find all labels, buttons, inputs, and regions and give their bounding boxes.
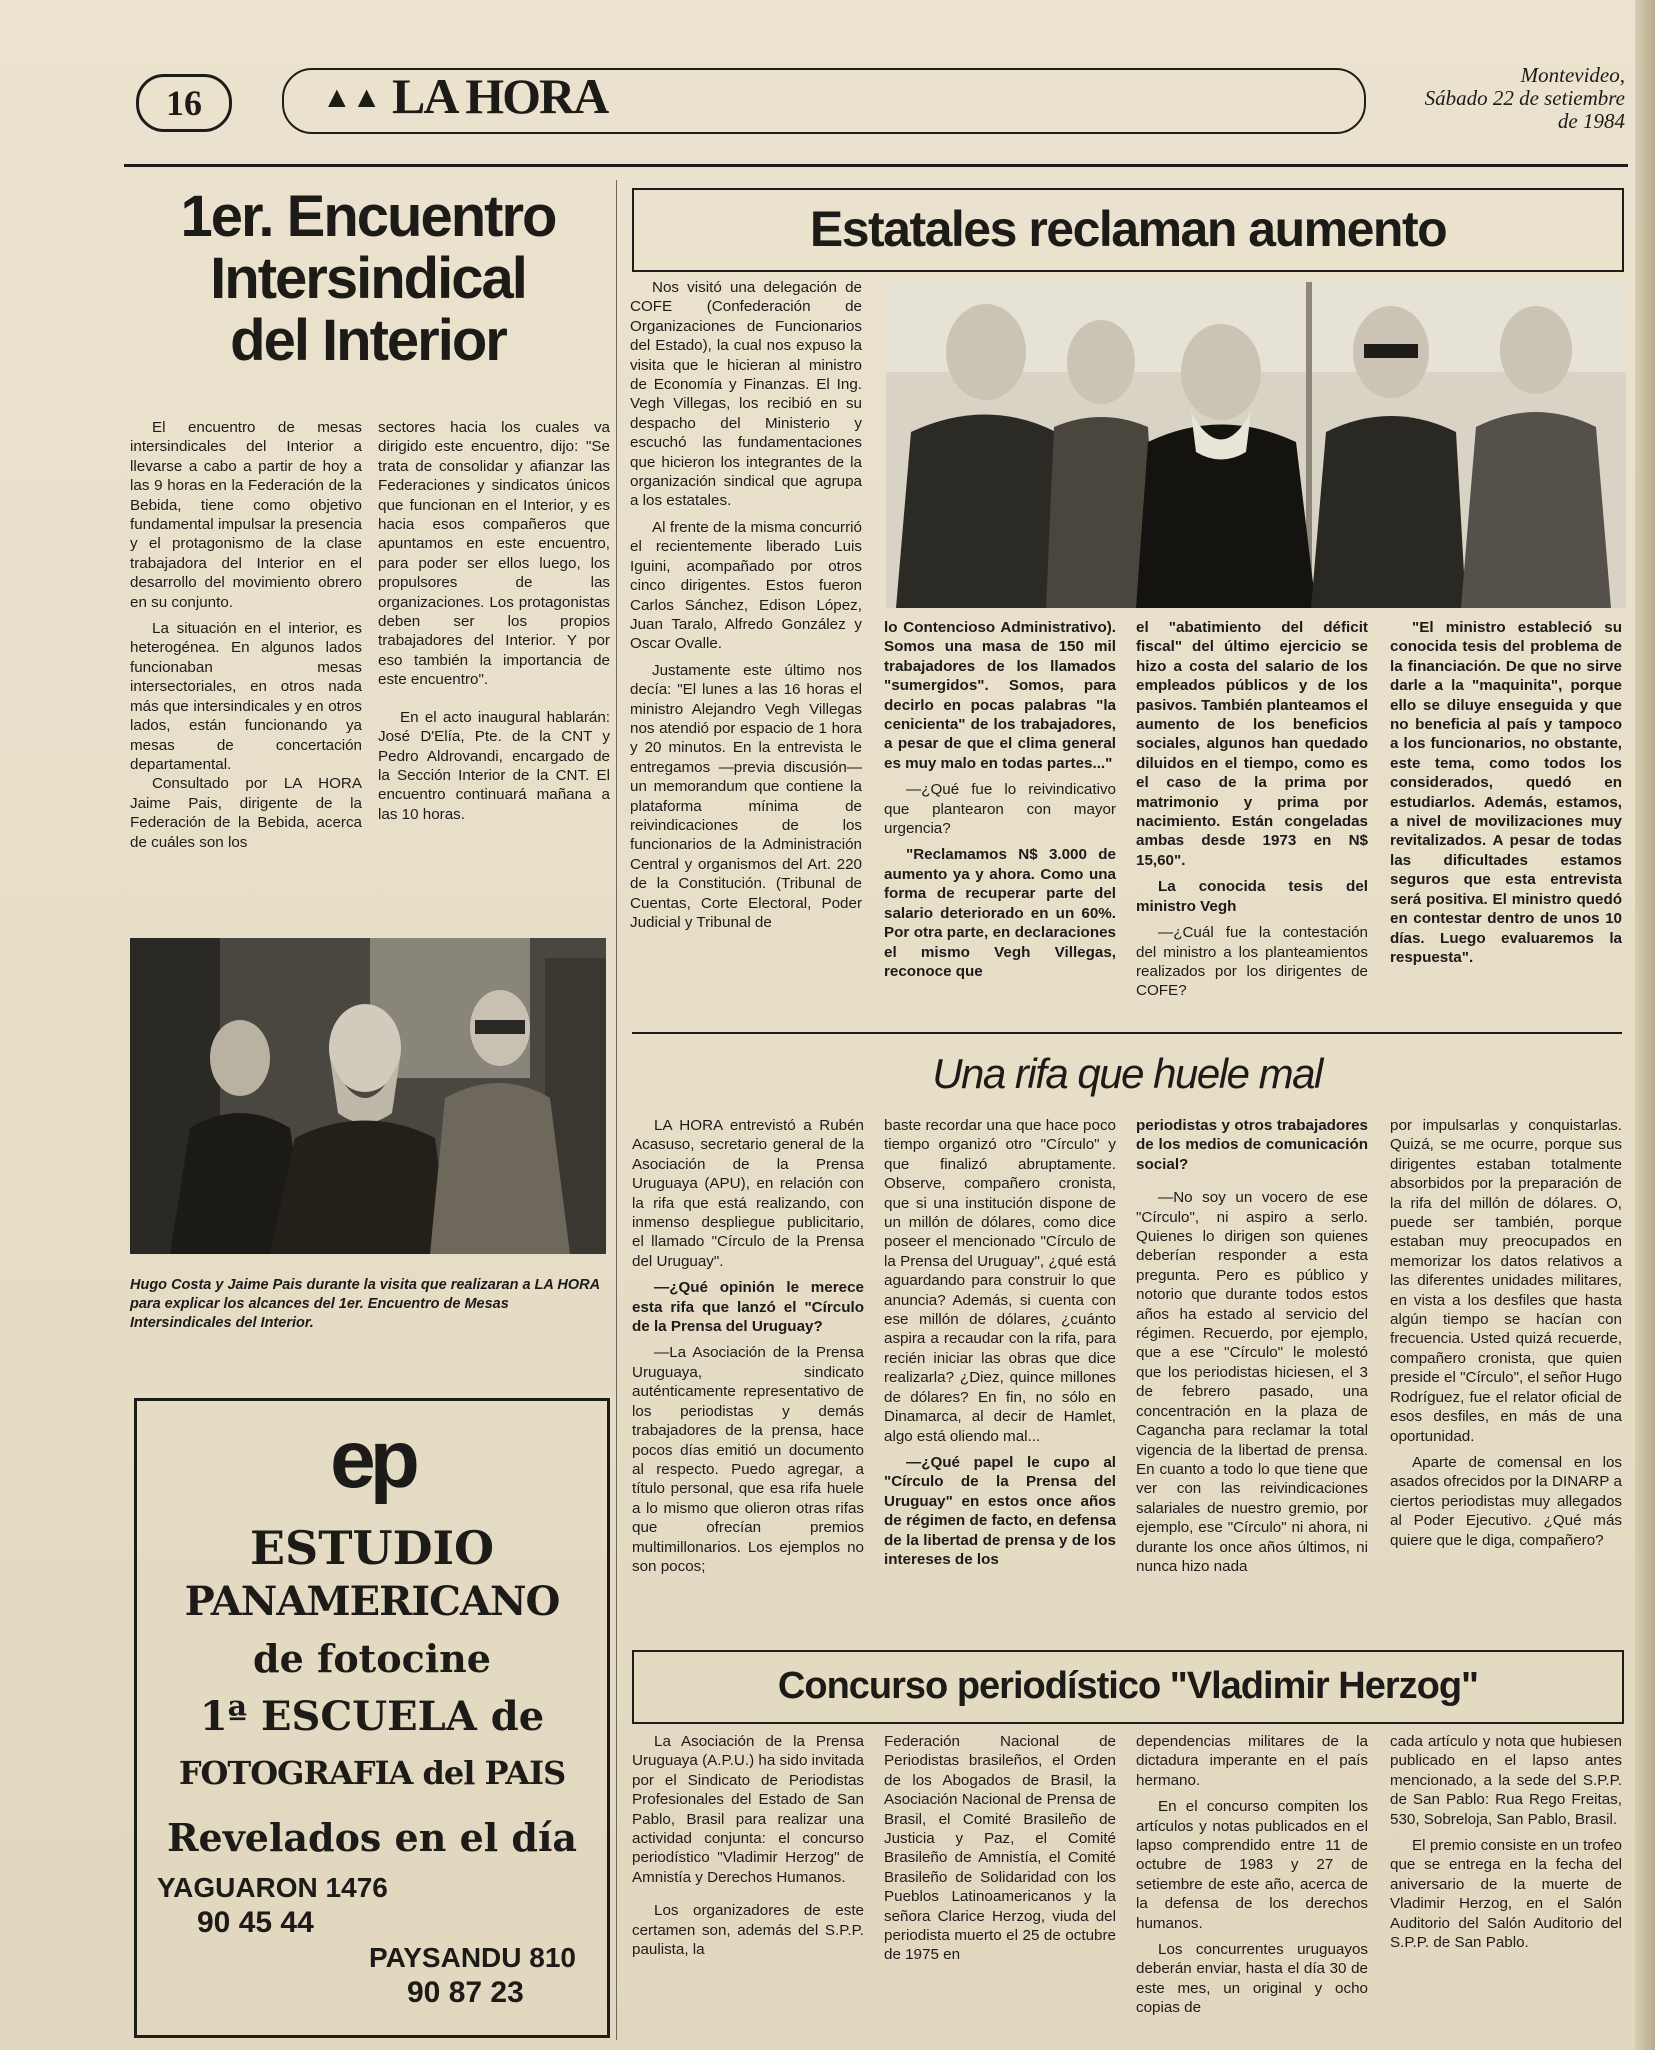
concurso-paragraph: La Asociación de la Prensa Uruguaya (A.P.U.) ha sido invitada por el Sindicato de Periodistas Profesionales del Estado de San Pablo, Brasil para realizar una actividad conjunta: el concurso periodístico "Vladimir Herzog" de Amnistía y Derechos Humanos. bbox=[632, 1733, 864, 1886]
estatales-col-1 bbox=[630, 278, 862, 939]
encuentro-photo bbox=[130, 938, 606, 1254]
rifa-headline: Una rifa que huele mal bbox=[932, 1050, 1322, 1097]
column-rule bbox=[616, 180, 617, 2040]
advert-line-1: ESTUDIO bbox=[249, 1521, 495, 1575]
rifa-paragraph: por impulsarlas y conquistarlas. Quizá, se me ocurre, porque sus dirigentes estaban totalmente absorbidos por la preparación de la rifa del millón de dólares. O, puede ser también, porque estaban muy preocupados en memorizar los datos relativos a las diferentes unidades militares, en vista a los desfiles que hasta algún tiempo se hacían con frecuencia. Usted quizá recuerde, compañero cronista, que quien preside el "Círculo", el señor Hugo Rodríguez, fue el relator oficial de esos desfiles, en más de una oportunidad. bbox=[1390, 1117, 1622, 1445]
concurso-col-1 bbox=[632, 1732, 864, 1966]
concurso-col-3 bbox=[1136, 1732, 1368, 2025]
estatales-paragraph: —¿Qué fue lo reivindicativo que plantearon con mayor urgencia? bbox=[884, 781, 1116, 838]
advert-logo-text: ep bbox=[330, 1414, 414, 1505]
estatales-paragraph: —¿Cuál fue la contestación del ministro a los planteamientos realizados por los dirigentes de COFE? bbox=[1136, 924, 1368, 1000]
estatales-col-4 bbox=[1390, 618, 1622, 974]
advert-line-3: de fotocine bbox=[253, 1636, 491, 1681]
encuentro-paragraph bbox=[378, 418, 610, 690]
estatales-paragraph: Justamente este último nos decía: "El lunes a las 16 horas el ministro Alejandro Vegh Villegas nos atendió por espacio de 1 hora y 20 minutos. En la entrevista le entregamos —previa discusión— un memorandum que contiene la plataforma mínima de reivindicaciones de los funcionarios de la Administración Central y organismos del Art. 220 de la Constitución. (Tribunal de Cuentas, Corte Electoral, Poder Judicial y Tribunal de bbox=[630, 661, 862, 931]
page-number-badge bbox=[136, 74, 232, 132]
date-line-2: de 1984 bbox=[1557, 109, 1625, 133]
rifa-paragraph: —No soy un vocero de ese "Círculo", ni aspiro a serlo. Quienes lo dirigen son quienes deberían responder a esta pregunta. Pero es público y notorio que durante todos estos años ha estado al servicio del régimen. Recuerdo, por ejemplo, que a ese "Círculo" le molestó que los periodistas hiciesen, el 3 de febrero pasado, una concentración en la plaza de Cagancha para reclamar la total vigencia de la libertad de prensa. En cuanto a todo lo que tiene que ver con las reivindicaciones salariales de nuestro gremio, por ejemplo, ese "Círculo" ni ahora, ni durante los once años últimos, ni nunca hizo nada bbox=[1136, 1189, 1368, 1575]
date-line-1: Sábado 22 de setiembre bbox=[1424, 86, 1625, 110]
estatales-headline-box bbox=[632, 188, 1624, 272]
encuentro-headline-1: 1er. Encuentro bbox=[180, 184, 556, 249]
encuentro-paragraph: En el acto inaugural hablarán: José D'Elía, Pte. de la CNT y Pedro Aldrovandi, encargado de la Sección Interior de la CNT. El encuentro continuará mañana a las 10 horas. bbox=[378, 708, 610, 823]
encuentro-paragraph: La situación en el interior, es heterogénea. En algunos lados funcionaban mesas intersectoriales, en otros nada más que intersindicales y en otros lados, están funcionando ya mesas de concertación departamental. bbox=[130, 620, 362, 773]
advert-line-5: FOTOGRAFIA del PAIS bbox=[178, 1754, 566, 1792]
encuentro-photo-image bbox=[130, 938, 606, 1254]
estatales-paragraph: Nos visitó una delegación de COFE (Confederación de Organizaciones de Funcionarios del Estado), la cual nos expuso la visita que le hicieran al ministro de Economía y Finanzas. El Ing. Vegh Villegas, los recibió en su despacho del Ministerio y escuchó las fundamentaciones que hicieron los integrantes de la organización sindical que agrupa a los estatales. bbox=[630, 279, 862, 510]
concurso-paragraph: cada artículo y nota que hubiesen publicado en el lapso antes mencionado, a la sede del S.P.P. de San Pablo: Rua Rego Freitas, 530, Sobreloja, San Pablo, Brasil. bbox=[1390, 1733, 1622, 1828]
date-city: Montevideo, bbox=[1520, 63, 1625, 87]
encuentro-photo-caption: Hugo Costa y Jaime Pais durante la visita que realizaran a LA HORA para explicar los alcances del 1er. Encuentro de Mesas Intersindicales del Interior. bbox=[130, 1277, 600, 1331]
concurso-paragraph: Federación Nacional de Periodistas brasileños, el Orden de los Abogados de Brasil, la Asociación Nacional de Prensa de Brasil, el Comité Brasileño de Justicia y Paz, el Comité Brasileño de Amnistía, el Comité Brasileño de Solidaridad con los Pueblos Latinoamericanos y la señora Clarice Herzog, viuda del periodista muerto el 25 de octubre de 1975 en bbox=[884, 1733, 1116, 1964]
rifa-question: —¿Qué opinión le merece esta rifa que lanzó el "Círculo de la Prensa del Uruguay? bbox=[632, 1279, 864, 1336]
concurso-headline: Concurso periodístico "Vladimir Herzog" bbox=[777, 1665, 1479, 1707]
advert-line-4: 1ª ESCUELA de bbox=[199, 1693, 545, 1740]
masthead-rule bbox=[124, 164, 1628, 167]
encuentro-quote: sectores hacia los cuales va dirigido este encuentro, dijo: "Se trata de consolidar y afianzar las Federaciones y sindicatos únicos que funcionan en el Interior, y es hacia esos compañeros que apuntamos en este encuentro, para poder ser ellos luego, los propulsores de las organizaciones. Los protagonistas deben ser los propios trabajadores del Interior. Y por eso también la importancia de este encuentro". bbox=[378, 419, 610, 689]
estatales-col-3 bbox=[1136, 618, 1368, 1008]
estatales-paragraph: "El ministro estableció su conocida tesis del problema de la financiación. De que no sirve darle a la "maquinita", porque ello se diluye enseguida y que no beneficia al país y tampoco a los funcionarios, no obstante, este tema, como todos los considerados, quedó en estudiarlos. Además, estamos, a nivel de movilizaciones muy revitalizados. A pesar de todas las dificultades estamos seguros que esta entrevista será positiva. El ministro quedó en contestar dentro de unos 10 días. Luego evaluaremos la respuesta". bbox=[1390, 619, 1622, 966]
concurso-headline-box bbox=[632, 1650, 1624, 1724]
advert-phone-1: 90 45 44 bbox=[197, 1906, 314, 1939]
estatales-paragraph: el "abatimiento del déficit fiscal" del último ejercicio se hizo a costa del salario de los empleados públicos y de los pasivos. También planteamos el aumento de los beneficios sociales, algunos han quedado diluidos en el tiempo, como es el caso de la prima por matrimonio y prima por nacimiento. Están congeladas ambas desde 1973 en N$ 15,60". bbox=[1136, 619, 1368, 869]
estatales-paragraph: lo Contencioso Administrativo). Somos una masa de 150 mil trabajadores de los llamados "sumergidos". Somos, para decirlo en pocas palabras "la cenicienta" de los trabajadores, a pesar de que el clima general es muy malo en todas partes..." bbox=[884, 619, 1116, 772]
encuentro-headline-3: del Interior bbox=[230, 308, 506, 373]
rifa-col-3 bbox=[1136, 1116, 1368, 1583]
estatales-col-2 bbox=[884, 618, 1116, 988]
concurso-paragraph: El premio consiste en un trofeo que se entrega en la fecha del aniversario de la muerte de Vladimir Herzog, en el Salón Auditorio del Salón Auditorio del S.P.P. de San Pablo. bbox=[1390, 1837, 1622, 1952]
encuentro-paragraph: El encuentro de mesas intersindicales del Interior a llevarse a cabo a partir de hoy a las 9 horas en la Federación de la Bebida, tiene como objetivo fundamental impulsar la presencia y el protagonismo de la clase trabajadora del Interior en el desarrollo del movimiento obrero en su conjunto. bbox=[130, 419, 362, 611]
encuentro-col-1 bbox=[130, 418, 362, 859]
concurso-col-4 bbox=[1390, 1732, 1622, 1959]
encuentro-headline-2: Intersindical bbox=[210, 246, 526, 311]
rifa-paragraph: baste recordar una que hace poco tiempo organizó otro "Círculo" y que finalizó abruptamente. Observe, compañero cronista, que si una institución dispone de un millón de dólares, como dice poseer el mencionado "Círculo de la Prensa del Uruguay", ¿qué está aguardando para construir lo que anuncia? Además, si cuenta con ese millón de dólares, ¿cuánto aspira a recaudar con la rifa, para recién iniciar las obras que dice realizarla? ¿Diez, quince millones de dólares? En fin, no sólo en Dinamarca, al decir de Hamlet, algo está oliendo mal... bbox=[884, 1117, 1116, 1445]
advert-logo-icon bbox=[137, 1415, 607, 1505]
advert-address-2: PAYSANDU 810 bbox=[369, 1942, 576, 1973]
rifa-col-4 bbox=[1390, 1116, 1622, 1557]
advert-line-6: Revelados en el día bbox=[166, 1815, 578, 1860]
advert-line-2: PANAMERICANO bbox=[184, 1578, 560, 1625]
estatales-paragraph: "Reclamamos N$ 3.000 de aumento ya y ahora. Como una forma de recuperar parte del salario deteriorado en un 60%. Por otra parte, en declaraciones el mismo Vegh Villegas, reconoce que bbox=[884, 846, 1116, 980]
estatales-subhead: La conocida tesis del ministro Vegh bbox=[1136, 878, 1368, 915]
rifa-question: —¿Qué papel le cupo al "Círculo de la Prensa del Uruguay" en estos once años de régimen de facto, en defensa de la libertad de prensa y de los intereses de los bbox=[884, 1453, 1116, 1568]
rifa-col-2 bbox=[884, 1116, 1116, 1576]
advert-box bbox=[134, 1398, 610, 2038]
rifa-paragraph: Aparte de comensal en los asados ofrecidos por la DINARP a ciertos periodistas muy allegados al Poder Ejecutivo. ¿Qué más quiere que le diga, compañero? bbox=[1390, 1453, 1622, 1549]
section-rule bbox=[632, 1032, 1622, 1034]
rifa-question: periodistas y otros trabajadores de los medios de comunicación social? bbox=[1136, 1117, 1368, 1173]
concurso-paragraph: En el concurso compiten los artículos y notas publicados en el lapso comprendido entre 11 de octubre de 1983 y 27 de setiembre de este año, acerca de la defensa de los derechos humanos. bbox=[1136, 1798, 1368, 1932]
estatales-headline: Estatales reclaman aumento bbox=[809, 201, 1447, 257]
page-edge bbox=[1635, 0, 1655, 2050]
advert-phone-2: 90 87 23 bbox=[407, 1976, 524, 2009]
paper-name: LA HORA bbox=[392, 68, 608, 124]
concurso-paragraph: Los concurrentes uruguayos deberán enviar, hasta el día 30 de este mes, un original y ocho copias de bbox=[1136, 1941, 1368, 2017]
concurso-paragraph: dependencias militares de la dictadura imperante en el país hermano. bbox=[1136, 1733, 1368, 1789]
advert-address-1: YAGUARON 1476 bbox=[157, 1872, 388, 1903]
masthead-arrows-icon: ▲▲ bbox=[322, 81, 382, 114]
estatales-photo-image bbox=[886, 282, 1626, 608]
concurso-paragraph: Los organizadores de este certamen son, además del S.P.P. paulista, la bbox=[632, 1902, 864, 1959]
encuentro-col-2 bbox=[378, 418, 610, 831]
estatales-paragraph: Al frente de la misma concurrió el recientemente liberado Luis Iguini, acompañado por otros cinco dirigentes. Estos fueron Carlos Sánchez, Edison López, Juan Taralo, Alfredo González y Oscar Ovalle. bbox=[630, 518, 862, 653]
date-block bbox=[1360, 64, 1625, 133]
encuentro-paragraph: Consultado por LA HORA Jaime Pais, dirigente de la Federación de la Bebida, acerca de cuáles son los bbox=[130, 775, 362, 851]
rifa-paragraph: —La Asociación de la Prensa Uruguaya, sindicato auténticamente representativo de los periodistas y demás trabajadores de la prensa, hace pocos días emitió un documento al respecto. Puedo agregar, a título personal, que esa rifa huele a lo mismo que olieron otras rifas que ofrecían premios multimillonarios. Los ejemplos no son pocos; bbox=[632, 1344, 864, 1575]
encuentro-headline bbox=[128, 186, 608, 372]
page-number: 16 bbox=[166, 83, 202, 123]
rifa-col-1 bbox=[632, 1116, 864, 1583]
rifa-paragraph: LA HORA entrevistó a Rubén Acasuso, secretario general de la Asociación de la Prensa Uruguaya (APU), en relación con la rifa que está realizando, con inmenso despliegue publicitario, el llamado "Círculo de la Prensa del Uruguay". bbox=[632, 1117, 864, 1270]
concurso-col-2 bbox=[884, 1732, 1116, 1972]
estatales-photo bbox=[886, 282, 1626, 608]
